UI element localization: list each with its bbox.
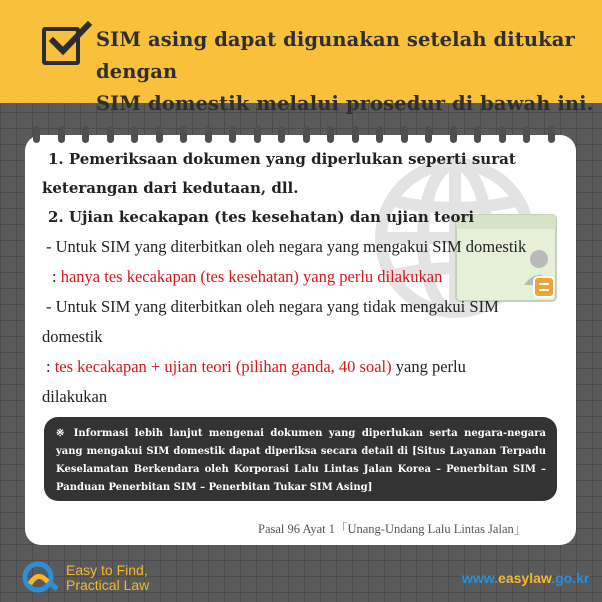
case2-line2: domestik	[42, 327, 103, 346]
binder-ring	[229, 126, 236, 143]
header-title-line1: SIM asing dapat digunakan setelah ditukar dengan	[96, 28, 575, 83]
binder-ring	[131, 126, 138, 143]
binder-ring	[58, 126, 65, 143]
law-citation: Pasal 96 Ayat 1「Unang-Undang Lalu Lintas Jalan」	[258, 522, 527, 536]
case2-suffix: yang perlu	[391, 357, 466, 376]
item1-line1: 1. Pemeriksaan dokumen yang diperlukan seperti surat	[48, 150, 516, 168]
binder-ring	[180, 126, 187, 143]
binder-ring	[303, 126, 310, 143]
site-url[interactable]	[462, 570, 589, 586]
case2-line1: - Untuk SIM yang diterbitkan oleh negara yang tidak mengakui SIM	[46, 297, 499, 316]
item2-title: 2. Ujian kecakapan (tes kesehatan) dan ujian teori	[48, 208, 475, 226]
header-title	[96, 24, 596, 120]
case2-line4: dilakukan	[42, 387, 108, 406]
binder-ring	[548, 126, 555, 143]
binder-ring	[352, 126, 359, 143]
info-note-box	[44, 417, 557, 501]
site-url-brand: easylaw	[498, 570, 552, 586]
binder-ring	[33, 126, 40, 143]
logo-tagline	[66, 563, 149, 593]
logo-tagline-line1: Easy to Find,	[66, 562, 148, 578]
notepad-rings	[33, 126, 573, 146]
case1-prefix: :	[52, 267, 61, 286]
case2-prefix: :	[46, 357, 55, 376]
site-url-suffix: .go.kr	[551, 570, 590, 586]
item1-line2: keterangan dari kedutaan, dll.	[42, 179, 299, 197]
case1-text: - Untuk SIM yang diterbitkan oleh negara yang mengakui SIM domestik	[46, 237, 527, 256]
binder-ring	[82, 126, 89, 143]
binder-ring	[425, 126, 432, 143]
binder-ring	[450, 126, 457, 143]
info-note-text: ※ Informasi lebih lanjut mengenai dokumen yang diperlukan serta negara-negara yang mengakui SIM domestik dapat diperiksa secara detail di [Situs Layanan Terpadu Keselamatan Berkendara oleh Korporasi Lalu Lintas Jalan Korea – Penerbitan SIM – Panduan Penerbitan SIM – Penerbitan Tukar SIM Asing]	[56, 428, 546, 493]
id-card-icon	[454, 213, 558, 303]
binder-ring	[327, 126, 334, 143]
case2-highlight: tes kecakapan + ujian teori (pilihan ganda, 40 soal)	[54, 357, 392, 376]
header-banner	[0, 0, 602, 115]
header-title-line2: SIM domestik melalui prosedur di bawah ini.	[96, 92, 594, 115]
binder-ring	[523, 126, 530, 143]
binder-ring	[474, 126, 481, 143]
case2-result	[46, 357, 466, 377]
binder-ring	[156, 126, 163, 143]
binder-ring	[376, 126, 383, 143]
binder-ring	[401, 126, 408, 143]
case1-result	[52, 267, 442, 287]
site-url-prefix: www.	[462, 570, 499, 586]
easylaw-logo-icon	[22, 560, 64, 596]
binder-ring	[107, 126, 114, 143]
binder-ring	[499, 126, 506, 143]
case1-highlight: hanya tes kecakapan (tes kesehatan) yang perlu dilakukan	[60, 267, 443, 286]
checkbox-icon	[42, 27, 80, 65]
binder-ring	[205, 126, 212, 143]
logo-tagline-line2: Practical Law	[66, 577, 150, 593]
binder-ring	[278, 126, 285, 143]
binder-ring	[254, 126, 261, 143]
